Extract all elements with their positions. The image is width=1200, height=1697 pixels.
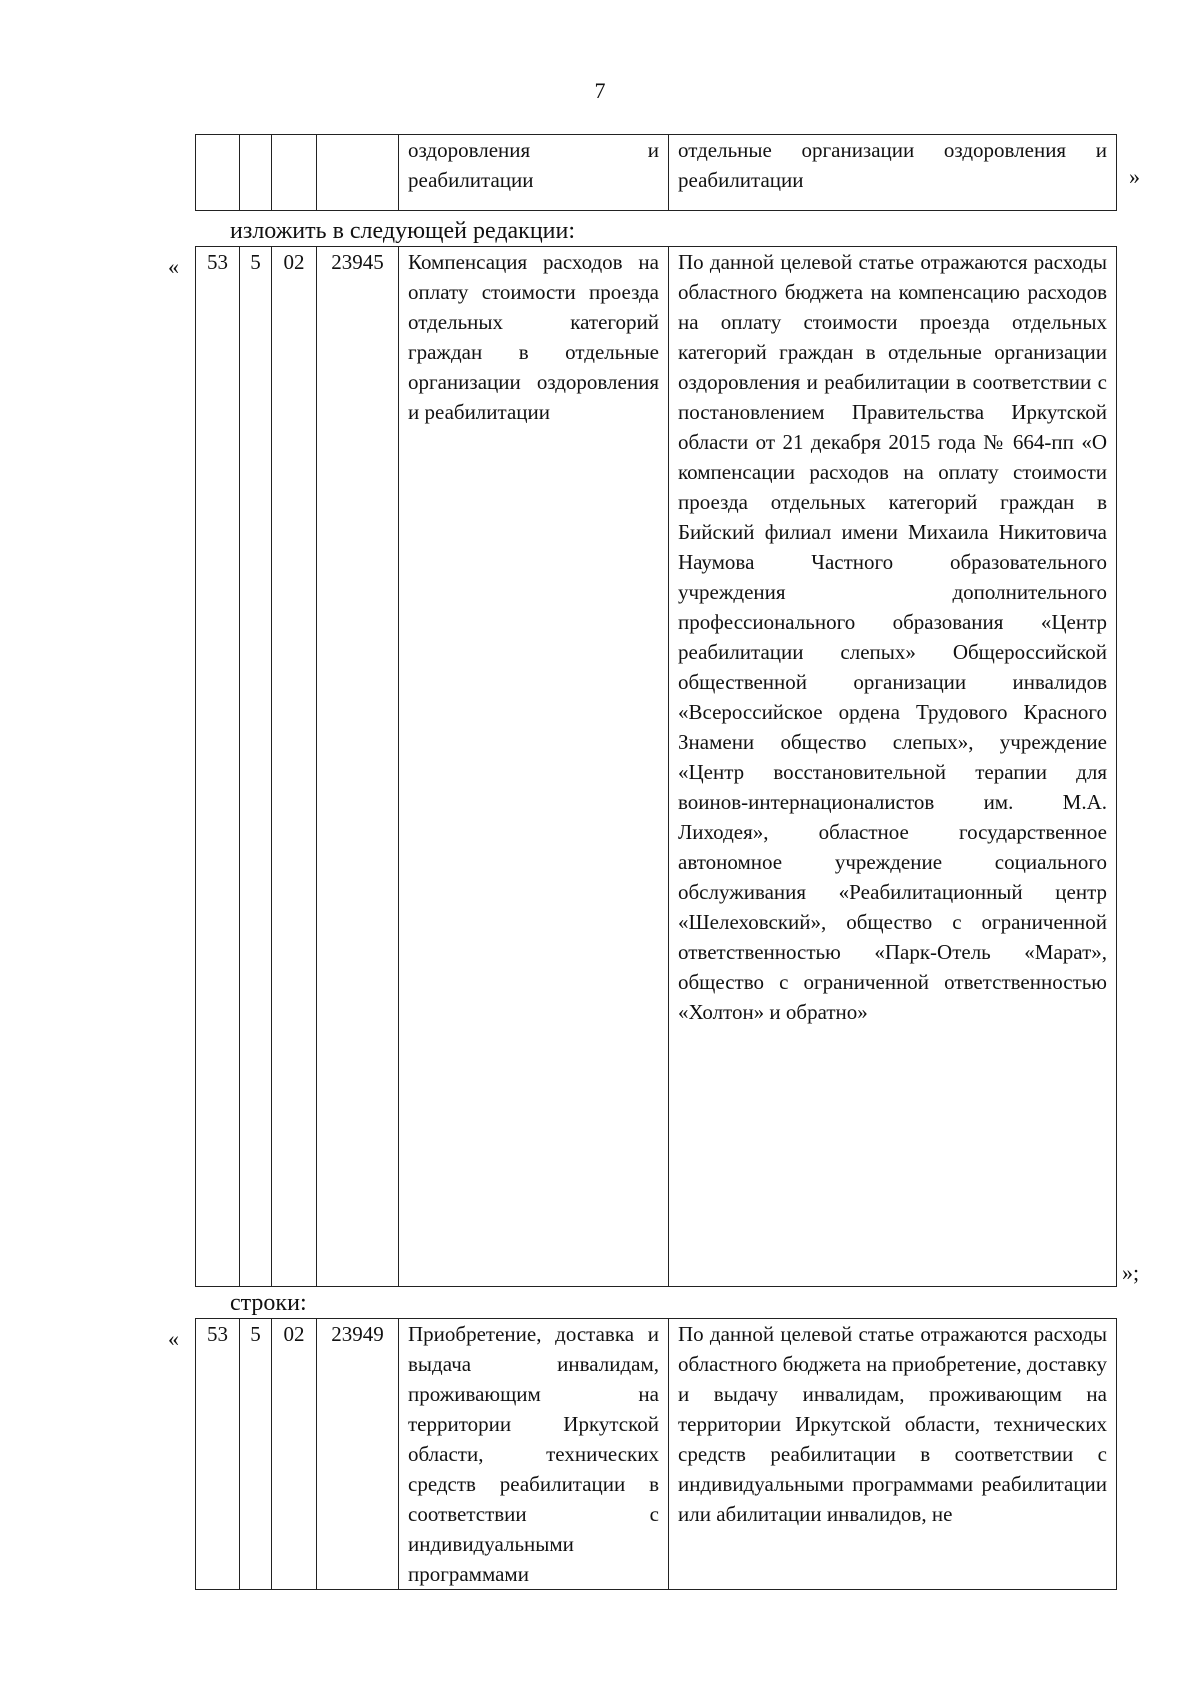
open-quote: « xyxy=(168,254,179,279)
page-number: 7 xyxy=(594,78,606,103)
table-row xyxy=(196,135,1117,211)
code-cell xyxy=(272,135,317,211)
close-quote: »; xyxy=(1122,1260,1140,1285)
table-rows xyxy=(195,1318,1117,1590)
article-name-cell: Приобретение, доставка и выдача инвалидам, проживающим на территории Иркутской области, технических средств реабилитации в соответствии с индивидуальными программами xyxy=(399,1319,669,1590)
table-row xyxy=(196,247,1117,1287)
code-cell: 53 xyxy=(196,1319,240,1590)
article-name-cell: оздоровления и реабилитации xyxy=(399,135,669,211)
close-quote: » xyxy=(1129,164,1140,189)
code-cell xyxy=(317,135,399,211)
article-description-cell: По данной целевой статье отражаются расходы областного бюджета на компенсацию расходов на оплату стоимости проезда отдельных категорий граждан в отдельные организации оздоровления и реабилитации в соответствии с постановлением Правительства Иркутской области от 21 декабря 2015 года № 664-пп «О компенсации расходов на оплату стоимости проезда отдельных категорий граждан в Бийский филиал имени Михаила Никитовича Наумова Частного образовательного учреждения дополнительного профессионального образования «Центр реабилитации слепых» Общероссийской общественной организации инвалидов «Всероссийское ордена Трудового Красного Знамени общество слепых», учреждение «Центр восстановительной терапии для воинов-интернационалистов им. М.А. Лиходея», областное государственное автономное учреждение социального обслуживания «Реабилитационный центр «Шелеховский», общество с ограниченной ответственностью «Парк-Отель «Марат», общество с ограниченной ответственностью «Холтон» и обратно» xyxy=(669,247,1117,1287)
code-cell: 53 xyxy=(196,247,240,1287)
instruction-text: изложить в следующей редакции: xyxy=(230,218,576,244)
code-cell: 02 xyxy=(272,247,317,1287)
code-cell: 02 xyxy=(272,1319,317,1590)
open-quote: « xyxy=(168,1326,179,1351)
article-description-cell: отдельные организации оздоровления и реабилитации xyxy=(669,135,1117,211)
code-cell: 23949 xyxy=(317,1319,399,1590)
code-cell: 5 xyxy=(240,1319,272,1590)
code-cell: 23945 xyxy=(317,247,399,1287)
table-continuation xyxy=(195,134,1117,211)
table-new-edition xyxy=(195,246,1117,1287)
code-cell xyxy=(240,135,272,211)
code-cell: 5 xyxy=(240,247,272,1287)
table-row xyxy=(196,1319,1117,1590)
instruction-text: строки: xyxy=(230,1290,307,1316)
code-cell xyxy=(196,135,240,211)
article-name-cell: Компенсация расходов на оплату стоимости проезда отдельных категорий граждан в отдельные организации оздоровления и реабилитации xyxy=(399,247,669,1287)
article-description-cell: По данной целевой статье отражаются расходы областного бюджета на приобретение, доставку и выдачу инвалидам, проживающим на территории Иркутской области, технических средств реабилитации в соответствии с индивидуальными программами реабилитации или абилитации инвалидов, не xyxy=(669,1319,1117,1590)
